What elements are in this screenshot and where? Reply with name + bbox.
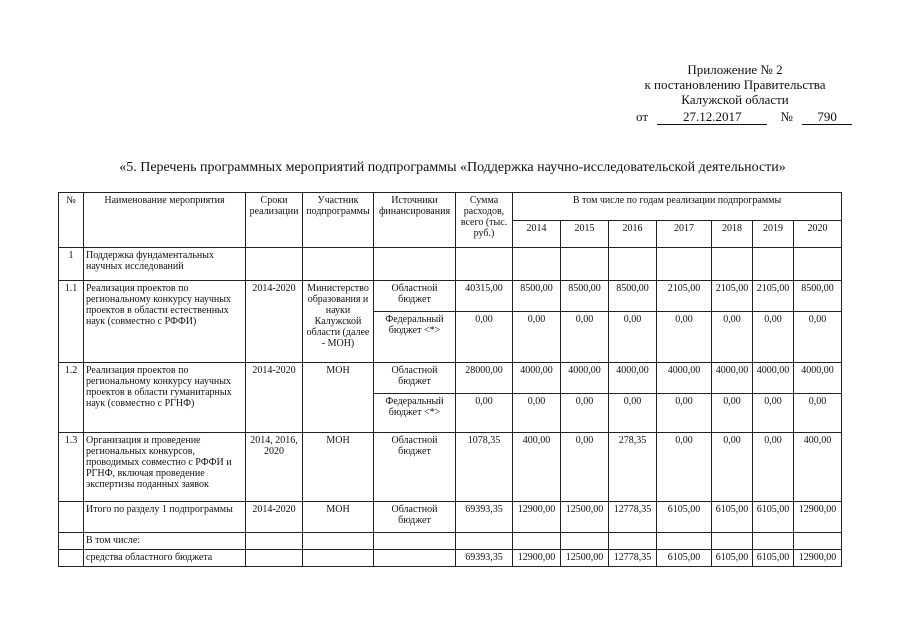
row-value: 12900,00 — [513, 502, 561, 533]
row-participant: Министерство образования и науки Калужской области (далее - МОН) — [303, 281, 374, 363]
table-row — [59, 550, 842, 567]
row-value: 12900,00 — [794, 550, 842, 567]
row-value: 6105,00 — [657, 550, 712, 567]
row-sum: 0,00 — [456, 312, 513, 363]
row-participant: МОН — [303, 363, 374, 433]
row-value: 4000,00 — [561, 363, 609, 394]
table-row — [59, 363, 842, 394]
row-terms: 2014-2020 — [246, 502, 303, 533]
row-num: 1.3 — [59, 433, 84, 502]
decree-number: 790 — [802, 110, 852, 125]
row-value: 0,00 — [561, 312, 609, 363]
row-value: 8500,00 — [609, 281, 657, 312]
row-terms: 2014, 2016, 2020 — [246, 433, 303, 502]
row-value: 0,00 — [712, 312, 753, 363]
row-name: Организация и проведение региональных конкурсов, проводимых совместно с РФФИ и РГНФ, включая проведение экспертизы поданных заявок — [84, 433, 246, 502]
table-row — [59, 248, 842, 281]
row-name: Поддержка фундаментальных научных исследований — [84, 248, 246, 281]
row-value: 400,00 — [794, 433, 842, 502]
row-participant: МОН — [303, 502, 374, 533]
col-participant: Участник подпрограммы — [303, 193, 374, 248]
row-value: 0,00 — [794, 312, 842, 363]
row-value: 0,00 — [513, 394, 561, 433]
row-value: 8500,00 — [794, 281, 842, 312]
row-value: 2105,00 — [712, 281, 753, 312]
row-name: Реализация проектов по региональному конкурсу научных проектов в области гуманитарных наук (совместно с РГНФ) — [84, 363, 246, 433]
row-name: средства областного бюджета — [84, 550, 246, 567]
row-value: 400,00 — [513, 433, 561, 502]
table-row — [59, 433, 842, 502]
row-num: 1 — [59, 248, 84, 281]
row-name: Итого по разделу 1 подпрограммы — [84, 502, 246, 533]
row-terms: 2014-2020 — [246, 363, 303, 433]
row-value: 0,00 — [561, 433, 609, 502]
row-participant: МОН — [303, 433, 374, 502]
row-value: 6105,00 — [657, 502, 712, 533]
row-value: 6105,00 — [753, 550, 794, 567]
row-value: 0,00 — [794, 394, 842, 433]
row-value: 12778,35 — [609, 550, 657, 567]
col-year: 2016 — [609, 220, 657, 248]
row-value: 12500,00 — [561, 550, 609, 567]
col-year: 2017 — [657, 220, 712, 248]
row-value: 4000,00 — [513, 363, 561, 394]
row-value: 12500,00 — [561, 502, 609, 533]
row-source: Федеральный бюджет <*> — [374, 312, 456, 363]
col-year: 2014 — [513, 220, 561, 248]
document-title: «5. Перечень программных мероприятий подпрограммы «Поддержка научно-исследовательской деятельности» — [119, 160, 786, 175]
row-value: 0,00 — [513, 312, 561, 363]
row-sum: 0,00 — [456, 394, 513, 433]
col-year: 2020 — [794, 220, 842, 248]
col-year: 2019 — [753, 220, 794, 248]
row-sum: 1078,35 — [456, 433, 513, 502]
appendix-header — [630, 62, 840, 107]
appendix-line-2: к постановлению Правительства — [644, 77, 826, 92]
appendix-line-1: Приложение № 2 — [687, 62, 783, 77]
row-value: 0,00 — [712, 433, 753, 502]
row-value: 4000,00 — [794, 363, 842, 394]
total-row — [59, 502, 842, 533]
number-label: № — [780, 109, 793, 124]
table-row — [59, 533, 842, 550]
row-sum: 69393,35 — [456, 502, 513, 533]
row-value: 4000,00 — [712, 363, 753, 394]
row-value: 0,00 — [712, 394, 753, 433]
row-value: 4000,00 — [753, 363, 794, 394]
row-value: 0,00 — [561, 394, 609, 433]
header-row — [59, 193, 842, 221]
decree-date: 27.12.2017 — [657, 110, 767, 125]
row-source: Областной бюджет — [374, 433, 456, 502]
row-value: 12900,00 — [513, 550, 561, 567]
row-sum: 40315,00 — [456, 281, 513, 312]
col-year: 2015 — [561, 220, 609, 248]
row-value: 0,00 — [609, 394, 657, 433]
col-sources: Источники финансирования — [374, 193, 456, 248]
row-source: Областной бюджет — [374, 502, 456, 533]
row-source: Областной бюджет — [374, 281, 456, 312]
row-value: 278,35 — [609, 433, 657, 502]
row-num: 1.2 — [59, 363, 84, 433]
row-value: 2105,00 — [657, 281, 712, 312]
row-value: 6105,00 — [753, 502, 794, 533]
row-name: В том числе: — [84, 533, 246, 550]
row-value: 8500,00 — [513, 281, 561, 312]
col-sum: Сумма расходов, всего (тыс. руб.) — [456, 193, 513, 248]
decree-date-line — [636, 109, 852, 125]
col-name: Наименование мероприятия — [84, 193, 246, 248]
row-sum: 28000,00 — [456, 363, 513, 394]
col-year: 2018 — [712, 220, 753, 248]
row-source: Областной бюджет — [374, 363, 456, 394]
col-terms: Сроки реализации — [246, 193, 303, 248]
table-row — [59, 281, 842, 312]
row-value: 4000,00 — [657, 363, 712, 394]
row-value: 0,00 — [753, 394, 794, 433]
row-terms: 2014-2020 — [246, 281, 303, 363]
row-value: 0,00 — [657, 433, 712, 502]
col-num: № — [59, 193, 84, 248]
row-source: Федеральный бюджет <*> — [374, 394, 456, 433]
row-sum: 69393,35 — [456, 550, 513, 567]
appendix-line-3: Калужской области — [681, 92, 789, 107]
row-value: 0,00 — [753, 433, 794, 502]
row-name: Реализация проектов по региональному конкурсу научных проектов в области естественных наук (совместно с РФФИ) — [84, 281, 246, 363]
row-num: 1.1 — [59, 281, 84, 363]
row-value: 12778,35 — [609, 502, 657, 533]
row-value: 0,00 — [753, 312, 794, 363]
col-years-group: В том числе по годам реализации подпрограммы — [513, 193, 842, 221]
row-value: 12900,00 — [794, 502, 842, 533]
row-value: 0,00 — [657, 312, 712, 363]
row-value: 4000,00 — [609, 363, 657, 394]
row-value: 8500,00 — [561, 281, 609, 312]
row-value: 6105,00 — [712, 502, 753, 533]
from-label: от — [636, 109, 649, 124]
row-value: 0,00 — [609, 312, 657, 363]
program-activities-table — [58, 192, 842, 567]
row-value: 6105,00 — [712, 550, 753, 567]
row-value: 2105,00 — [753, 281, 794, 312]
row-value: 0,00 — [657, 394, 712, 433]
